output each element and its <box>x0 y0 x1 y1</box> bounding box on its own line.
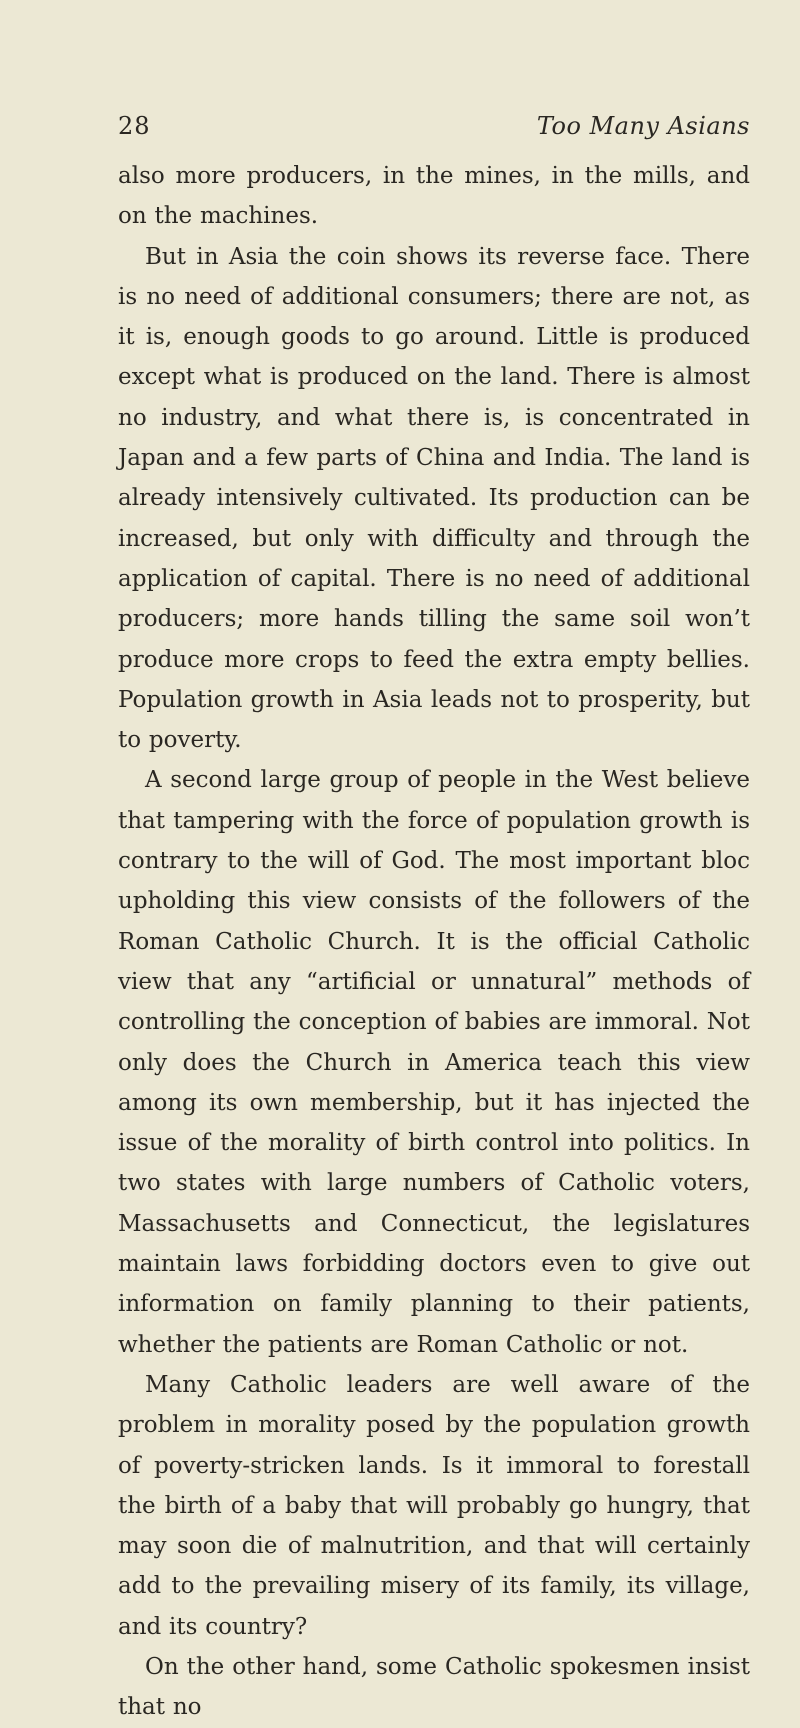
paragraph-continued: also more producers, in the mines, in the mills, and on the machines. <box>118 163 750 230</box>
body-text <box>118 156 750 1728</box>
paragraph-spokesmen: On the other hand, some Catholic spokesmen insist that no <box>118 1653 750 1721</box>
running-head <box>118 112 750 156</box>
book-title-header: Too Many Asians <box>536 112 750 140</box>
paragraph-catholic-leaders: Many Catholic leaders are well aware of the problem in morality posed by the population growth of poverty-stricken lands. Is it immoral to forestall the birth of a baby that will probably go hungry, that may soon die of malnutrition, and that will certainly add to the prevailing misery of its family, its village, and its country? <box>118 1371 750 1640</box>
paragraph-catholic-view: A second large group of people in the West believe that tampering with the force of population growth is contrary to the will of God. The most important bloc upholding this view consists of the followers of the Roman Catholic Church. It is the official Catholic view that any “artificial or unnatural” methods of controlling the conception of babies are immoral. Not only does the Church in America teach this view among its own membership, but it has injected the issue of the morality of birth control into politics. In two states with large numbers of Catholic voters, Massachusetts and Connecticut, the legislatures maintain laws forbidding doctors even to give out information on family planning to their patients, whether the patients are Roman Catholic or not. <box>118 767 750 1358</box>
page-number: 28 <box>118 112 151 140</box>
paragraph-asia-coin: But in Asia the coin shows its reverse face. There is no need of additional consumers; there are not, as it is, enough goods to go around. Little is produced except what is produced on the land. There is almost no industry, and what there is, is concentrated in Japan and a few parts of China and India. The land is already intensively cultivated. Its production can be increased, but only with difficulty and through the application of capital. There is no need of additional producers; more hands tilling the same soil won’t produce more crops to feed the extra empty bellies. Population growth in Asia leads not to prosperity, but to poverty. <box>118 243 750 754</box>
